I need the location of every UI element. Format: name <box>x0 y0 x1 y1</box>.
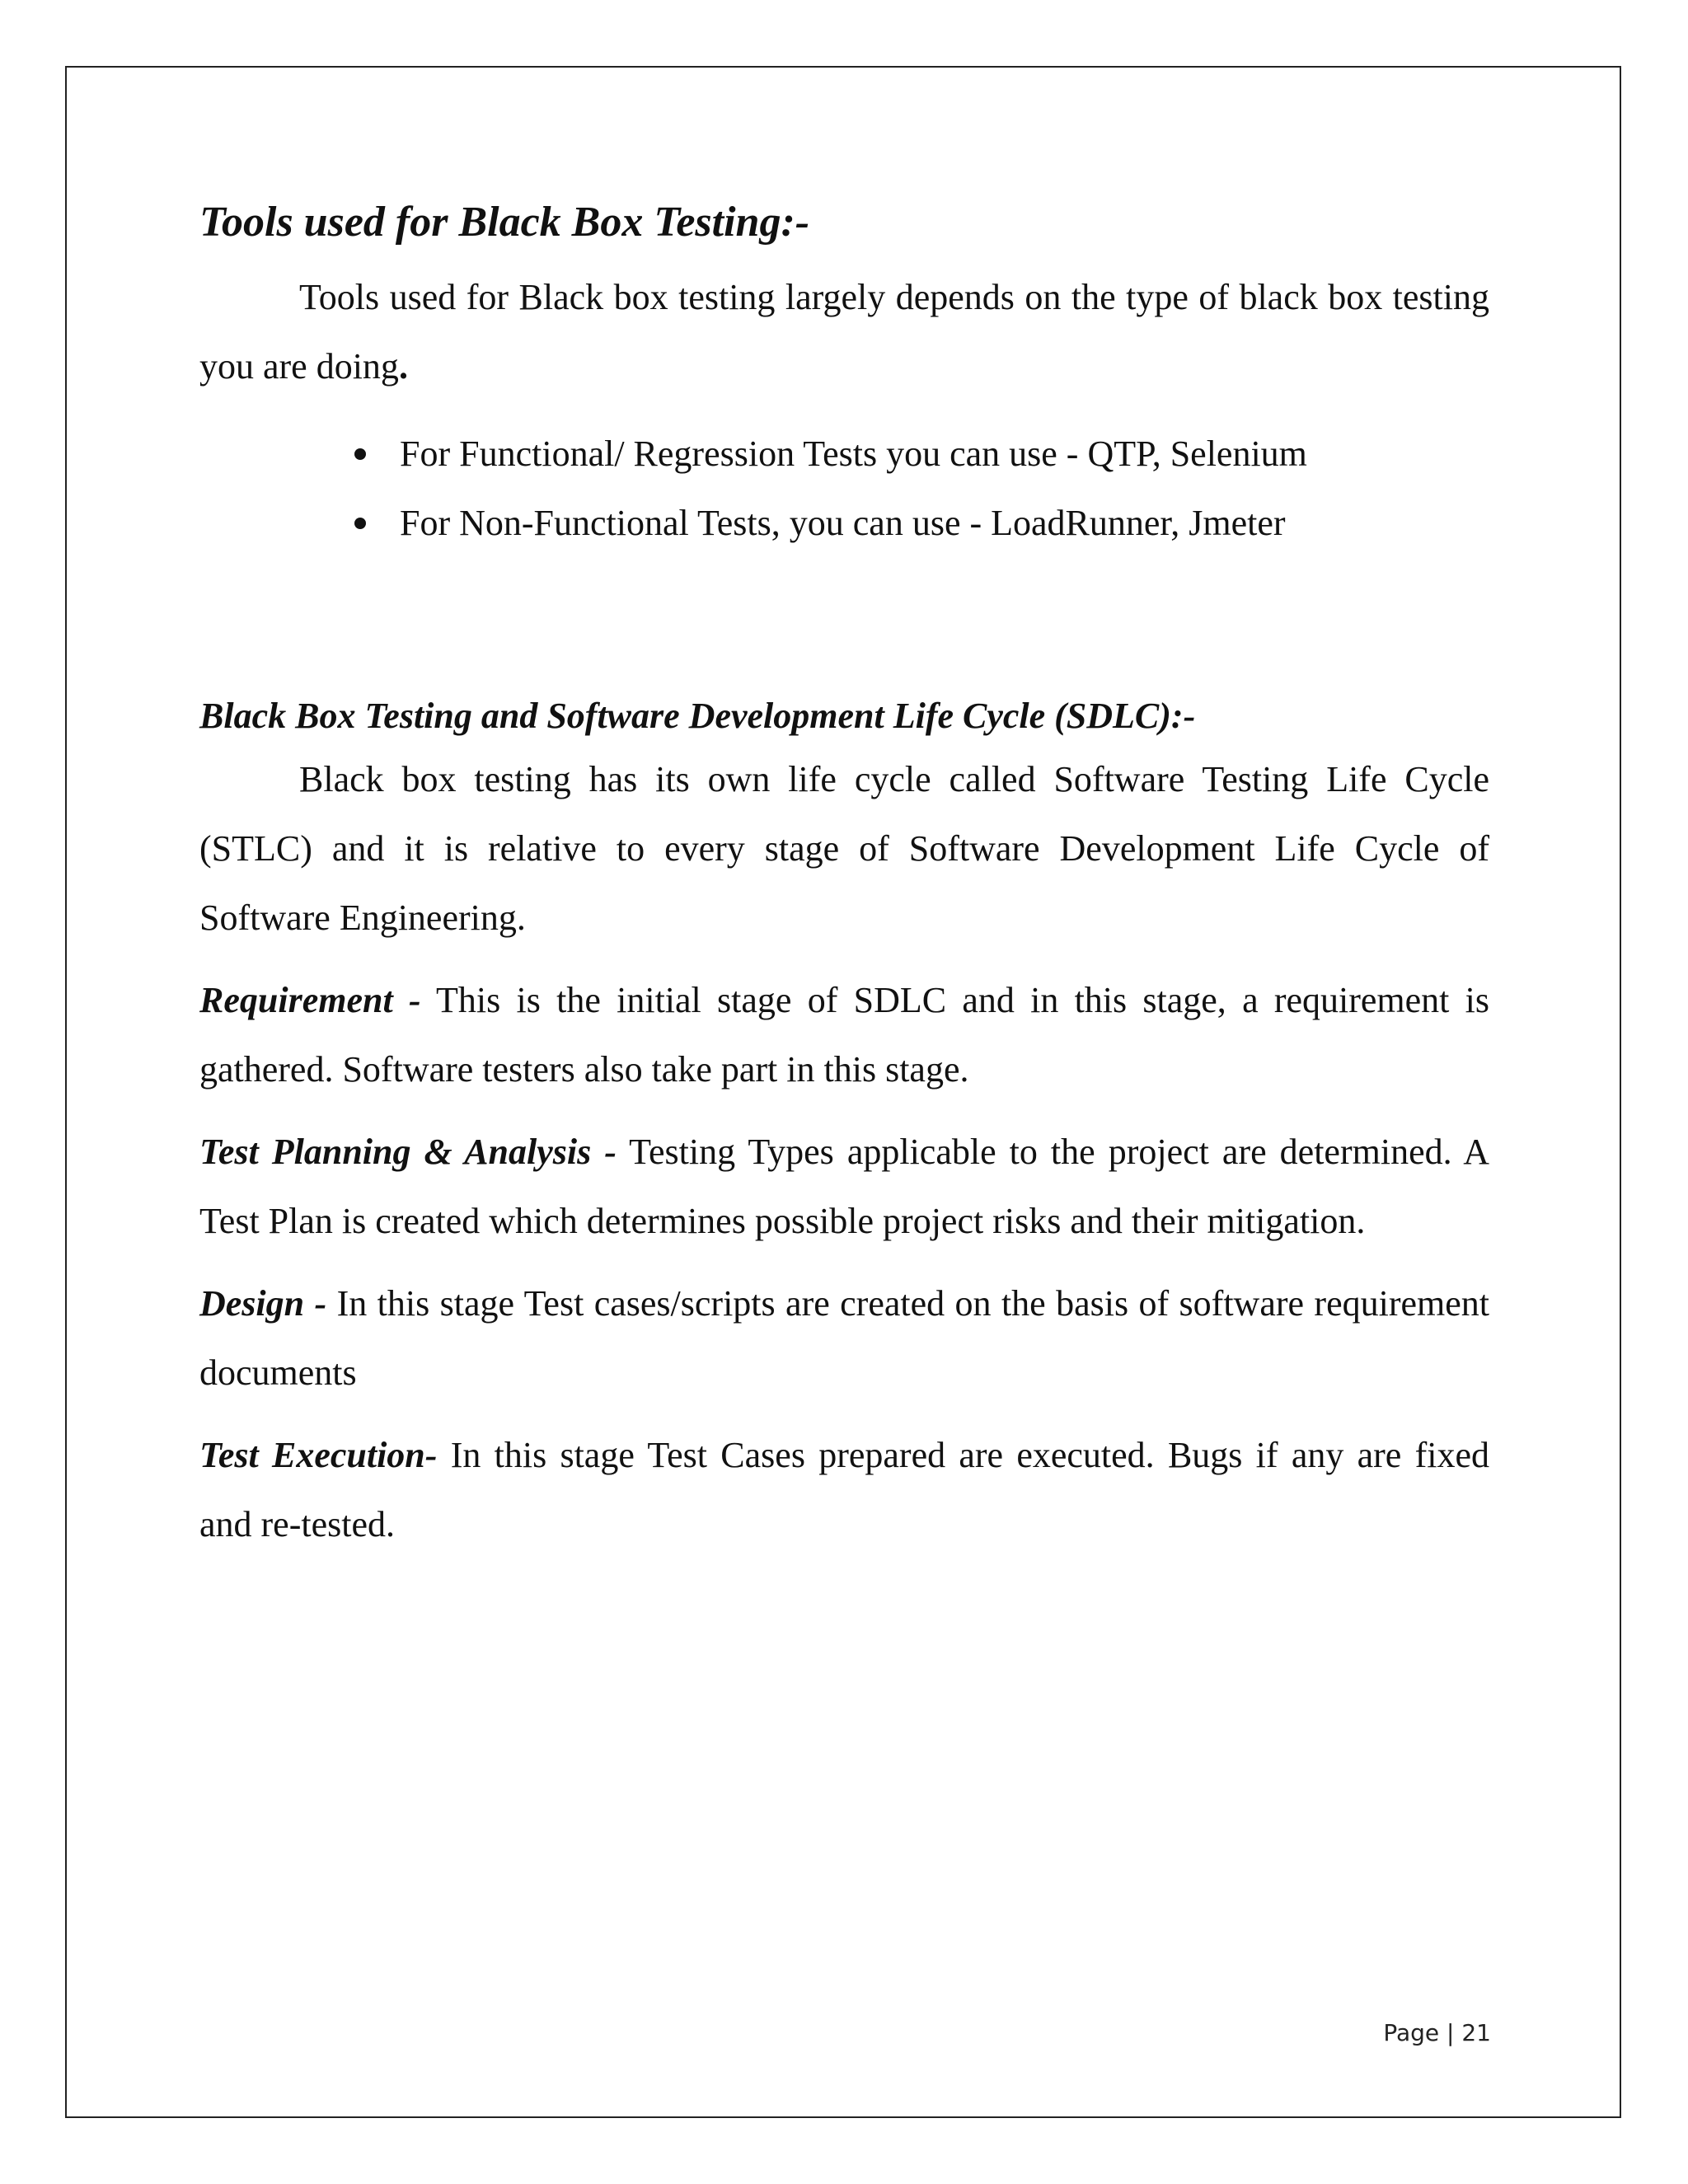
stage-text: Testing Types applicable to the project are determined. A Test Plan is created which determines possible project risks and their mitigation. <box>199 1132 1489 1241</box>
stage-term: Design - <box>199 1283 327 1324</box>
page-content <box>199 194 1489 1559</box>
tools-intro-paragraph <box>199 263 1489 401</box>
stage-text: In this stage Test cases/scripts are created on the basis of software requirement documents <box>199 1283 1489 1393</box>
stage-paragraph-requirement <box>199 966 1489 1104</box>
bullet-item-functional <box>350 419 1489 489</box>
bullet-text: For Functional/ Regression Tests you can use - QTP, Selenium <box>400 434 1307 474</box>
section-heading-tools: Tools used for Black Box Testing:- <box>199 199 810 246</box>
tools-bullet-list <box>199 419 1489 558</box>
stage-paragraph-test-execution <box>199 1421 1489 1559</box>
stage-text: This is the initial stage of SDLC and in this stage, a requirement is gathered. Software testers also take part in this stage. <box>199 980 1490 1090</box>
stage-term: Test Execution- <box>199 1435 438 1475</box>
stage-term: Requirement - <box>199 980 421 1020</box>
stage-paragraph-test-planning <box>199 1118 1489 1256</box>
tools-intro-period: . <box>398 346 408 387</box>
stage-text: In this stage Test Cases prepared are executed. Bugs if any are fixed and re-tested. <box>199 1435 1489 1544</box>
section-heading-sdlc: Black Box Testing and Software Development Life Cycle (SDLC):- <box>199 696 1196 736</box>
tools-intro-text: Tools used for Black box testing largely depends on the type of black box testing you are doing <box>199 277 1489 387</box>
bullet-icon <box>354 518 366 529</box>
stage-paragraph-design <box>199 1269 1489 1408</box>
page-number: Page | 21 <box>1383 2019 1491 2046</box>
bullet-item-non-functional <box>350 489 1489 558</box>
sdlc-intro-paragraph: Black box testing has its own life cycle called Software Testing Life Cycle (STLC) and it is relative to every stage of Software Development Life Cycle of Software Engineering. <box>199 759 1489 938</box>
bullet-icon <box>354 448 366 460</box>
bullet-text: For Non-Functional Tests, you can use - LoadRunner, Jmeter <box>400 503 1286 543</box>
stage-term: Test Planning & Analysis - <box>199 1132 617 1172</box>
